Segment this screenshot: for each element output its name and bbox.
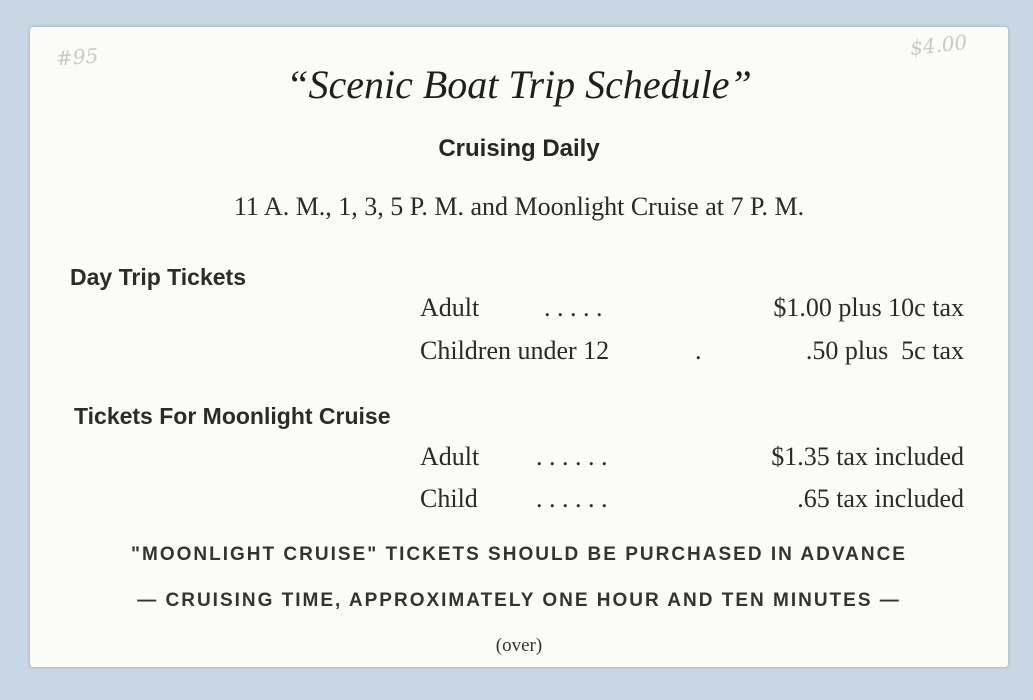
ticket-label: Child (420, 484, 478, 513)
pencil-mark-right: $4.00 (908, 30, 969, 60)
ticket-price: .50 plus 5c tax (805, 336, 964, 365)
postcard (30, 27, 1008, 667)
ticket-label: Children under 12 (420, 336, 610, 365)
cruising-daily-subtitle: Cruising Daily (438, 135, 600, 162)
ticket-label: Adult (420, 293, 480, 322)
ticket-price: $1.35 tax included (771, 442, 964, 471)
leader-dots: . . . . . . (536, 442, 608, 471)
advance-purchase-notice: "MOONLIGHT CRUISE" TICKETS SHOULD BE PURCHASED IN ADVANCE (131, 544, 907, 565)
moonlight-heading: Tickets For Moonlight Cruise (74, 403, 391, 429)
ticket-price: $1.00 plus 10c tax (773, 293, 964, 322)
moonlight-child-row (420, 484, 964, 518)
day-trip-adult-row (420, 293, 964, 327)
day-trip-heading: Day Trip Tickets (70, 264, 246, 290)
leader-dots: . . . . . . (536, 484, 608, 513)
pencil-mark-left: #95 (55, 43, 100, 71)
moonlight-adult-row (420, 442, 964, 476)
leader-dots: . (695, 336, 702, 365)
over-note: (over) (495, 635, 543, 656)
leader-dots: . . . . . (544, 293, 603, 322)
day-trip-children-row (420, 336, 964, 370)
cruising-time-notice: — CRUISING TIME, APPROXIMATELY ONE HOUR AND TEN MINUTES — (137, 590, 901, 611)
ticket-price: .65 tax included (797, 484, 964, 513)
schedule-title: “Scenic Boat Trip Schedule” (286, 62, 752, 107)
departure-times: 11 A. M., 1, 3, 5 P. M. and Moonlight Cruise at 7 P. M. (233, 192, 805, 221)
ticket-label: Adult (420, 442, 480, 471)
